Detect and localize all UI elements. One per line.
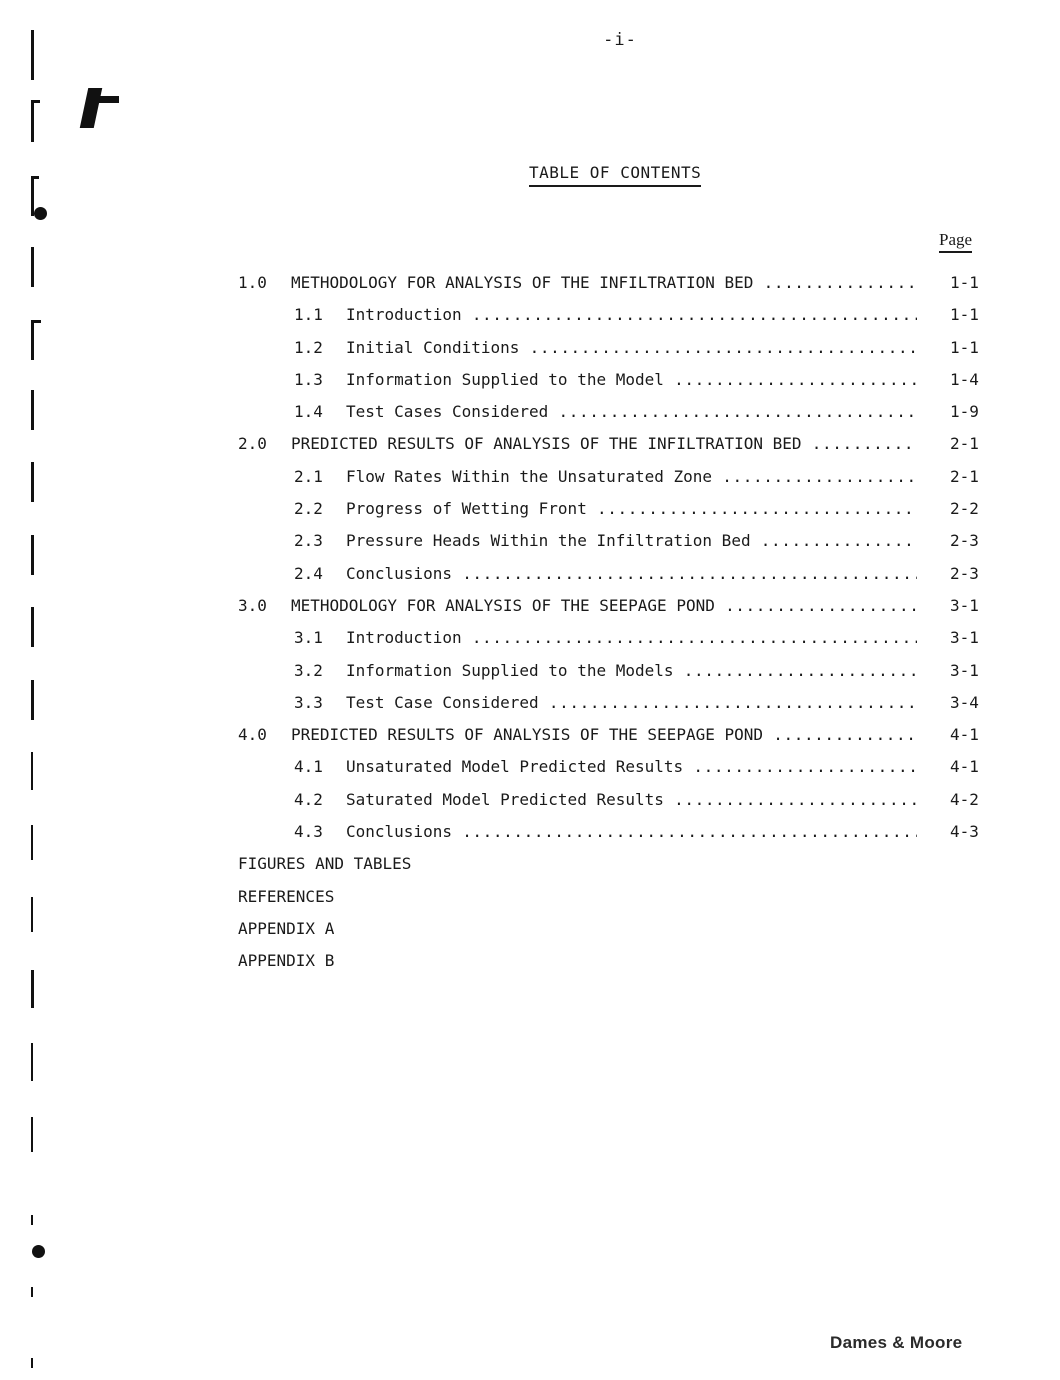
toc-entry-number: 3.3: [294, 692, 323, 712]
toc-entry-title: Flow Rates Within the Unsaturated Zone .....: [346, 464, 917, 490]
toc-entry: [0, 593, 1060, 625]
toc-entry-title: Information Supplied to the Models .....: [346, 658, 917, 684]
toc-entry-number: 1.0: [238, 273, 267, 292]
toc-entry-title: Test Case Considered .....: [346, 690, 917, 716]
toc-entry: [0, 302, 1060, 334]
toc-entry: [0, 464, 1060, 496]
toc-entry-number: 3.0: [238, 595, 267, 615]
toc-entry-number: 2.2: [294, 499, 323, 519]
toc-entry: [0, 658, 1060, 690]
toc-entry-page: 1-1: [950, 305, 979, 325]
toc-entry: [0, 625, 1060, 657]
toc-entry-title: Unsaturated Model Predicted Results .....: [346, 754, 917, 780]
toc-title: TABLE OF CONTENTS: [529, 163, 701, 187]
toc-entry-title: Saturated Model Predicted Results .....: [346, 787, 917, 813]
scan-mark: [31, 1287, 33, 1297]
toc-entry-page: 2-2: [950, 499, 979, 519]
toc-entry-number: 1.3: [294, 369, 323, 389]
toc-entry-page: 4-2: [950, 789, 979, 809]
scan-mark: [80, 88, 103, 128]
toc-entry-page: 3-1: [950, 628, 979, 648]
toc-entry-page: 2-1: [950, 466, 979, 486]
toc-entry-title: PREDICTED RESULTS OF ANALYSIS OF THE INFILTRATION BED .....: [291, 431, 917, 457]
scan-mark: [31, 1043, 33, 1081]
toc-entry-title: REFERENCES: [238, 886, 335, 906]
toc-entry-page: 1-1: [950, 337, 979, 357]
toc-entry: [0, 270, 1060, 302]
toc-entry-page: 3-1: [950, 595, 979, 615]
toc-entry: [0, 690, 1060, 722]
toc-entry: [0, 851, 1060, 883]
toc-entry: [0, 916, 1060, 948]
toc-entry-page: 2-1: [950, 434, 979, 454]
toc-entry-number: 4.0: [238, 725, 267, 745]
toc-entry-title: METHODOLOGY FOR ANALYSIS OF THE INFILTRATION BED .....: [291, 270, 917, 296]
toc-entry-page: 1-4: [950, 369, 979, 389]
toc-entry-number: 4.1: [294, 757, 323, 777]
scan-mark: [31, 1358, 33, 1368]
page-number: -i-: [603, 30, 637, 50]
toc-entry-number: 4.2: [294, 789, 323, 809]
toc-entry-page: 1-1: [950, 273, 979, 292]
toc-entry-title: Initial Conditions .....: [346, 335, 917, 361]
toc-entry: [0, 528, 1060, 560]
toc-entry-title: APPENDIX B: [238, 951, 335, 971]
toc-entry-title: Introduction .....: [346, 625, 917, 651]
toc-entry-number: 1.2: [294, 337, 323, 357]
toc-entry: [0, 496, 1060, 528]
scan-mark: [31, 176, 39, 179]
toc-entry-title: Conclusions .....: [346, 561, 917, 587]
toc-entry-page: 4-1: [950, 757, 979, 777]
toc-entry-title: Test Cases Considered .....: [346, 399, 917, 425]
scan-mark: [31, 100, 40, 103]
toc-entry-page: 1-9: [950, 402, 979, 422]
toc-entry: [0, 722, 1060, 754]
toc-entry: [0, 399, 1060, 431]
toc-entry-number: 4.3: [294, 822, 323, 842]
toc-entry: [0, 367, 1060, 399]
toc-entry-number: 3.1: [294, 628, 323, 648]
toc-entry: [0, 335, 1060, 367]
toc-entry: [0, 819, 1060, 851]
scan-mark: [32, 1245, 45, 1258]
scan-mark: [95, 96, 119, 103]
toc-entry: [0, 787, 1060, 819]
toc-entry-page: 2-3: [950, 531, 979, 551]
toc-entry: [0, 948, 1060, 980]
page-column-header: Page: [939, 230, 972, 253]
toc-entry-page: 3-4: [950, 692, 979, 712]
scan-mark: [34, 207, 47, 220]
toc-entry-page: 3-1: [950, 660, 979, 680]
company-logo: Dames & Moore: [830, 1333, 963, 1352]
toc-entry: [0, 884, 1060, 916]
toc-entry: [0, 431, 1060, 463]
toc-entry-title: APPENDIX A: [238, 918, 335, 938]
toc-entry-page: 2-3: [950, 563, 979, 583]
toc-entry-number: 1.4: [294, 402, 323, 422]
toc-entry-title: FIGURES AND TABLES: [238, 854, 412, 874]
toc-entry-title: Conclusions .....: [346, 819, 917, 845]
toc-entry-number: 2.4: [294, 563, 323, 583]
toc-entry-number: 3.2: [294, 660, 323, 680]
toc-entry-number: 1.1: [294, 305, 323, 325]
toc-entry: [0, 561, 1060, 593]
toc-entry-title: Introduction .....: [346, 302, 917, 328]
toc-entry-page: 4-1: [950, 725, 979, 745]
toc-entry-number: 2.3: [294, 531, 323, 551]
toc-entry-page: 4-3: [950, 822, 979, 842]
toc-entry-title: METHODOLOGY FOR ANALYSIS OF THE SEEPAGE POND .....: [291, 593, 917, 619]
scan-mark: [31, 1215, 33, 1225]
toc-entry-title: Progress of Wetting Front .....: [346, 496, 917, 522]
toc-entry-title: PREDICTED RESULTS OF ANALYSIS OF THE SEEPAGE POND .....: [291, 722, 917, 748]
toc-list: [0, 270, 1060, 981]
toc-entry-number: 2.1: [294, 466, 323, 486]
toc-entry-number: 2.0: [238, 434, 267, 454]
toc-entry-title: Information Supplied to the Model .....: [346, 367, 917, 393]
scan-mark: [31, 100, 34, 142]
toc-entry: [0, 754, 1060, 786]
toc-entry-title: Pressure Heads Within the Infiltration Bed .....: [346, 528, 917, 554]
scan-mark: [31, 1117, 33, 1152]
